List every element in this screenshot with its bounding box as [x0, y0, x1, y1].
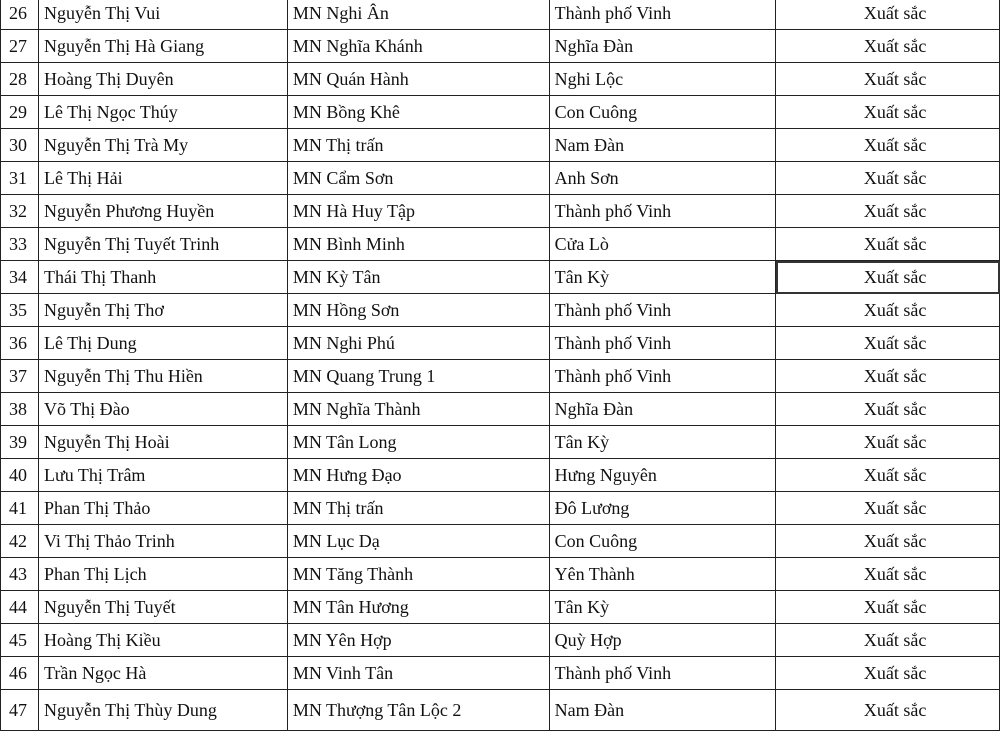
cell-rank[interactable]: Xuất sắc	[776, 129, 1000, 162]
cell-district[interactable]: Cửa Lò	[549, 228, 776, 261]
table-row	[1, 525, 1000, 558]
cell-district[interactable]: Thành phố Vinh	[549, 360, 776, 393]
cell-school[interactable]: MN Tăng Thành	[287, 558, 549, 591]
cell-no[interactable]: 33	[1, 228, 39, 261]
cell-rank[interactable]: Xuất sắc	[776, 657, 1000, 690]
cell-no[interactable]: 31	[1, 162, 39, 195]
cell-district[interactable]: Thành phố Vinh	[549, 195, 776, 228]
cell-school[interactable]: MN Quán Hành	[287, 63, 549, 96]
cell-no[interactable]: 47	[1, 690, 39, 731]
cell-school[interactable]: MN Bình Minh	[287, 228, 549, 261]
table-row	[1, 30, 1000, 63]
table-body	[1, 0, 1000, 731]
table-row	[1, 426, 1000, 459]
cell-rank[interactable]: Xuất sắc	[776, 30, 1000, 63]
table-row	[1, 624, 1000, 657]
cell-no[interactable]: 36	[1, 327, 39, 360]
cell-name[interactable]: Nguyễn Thị Hoài	[38, 426, 287, 459]
table-row	[1, 327, 1000, 360]
cell-school[interactable]: MN Kỳ Tân	[287, 261, 549, 294]
cell-name[interactable]: Nguyễn Thị Vui	[38, 0, 287, 30]
cell-school[interactable]: MN Nghĩa Thành	[287, 393, 549, 426]
cell-name[interactable]: Lê Thị Ngọc Thúy	[38, 96, 287, 129]
cell-school[interactable]: MN Lục Dạ	[287, 525, 549, 558]
cell-school[interactable]: MN Tân Long	[287, 426, 549, 459]
cell-no[interactable]: 27	[1, 30, 39, 63]
table-row	[1, 492, 1000, 525]
cell-district[interactable]: Nghi Lộc	[549, 63, 776, 96]
table-row	[1, 0, 1000, 30]
cell-name[interactable]: Vi Thị Thảo Trinh	[38, 525, 287, 558]
cell-rank-selected[interactable]: Xuất sắc	[776, 261, 1000, 294]
cell-name[interactable]: Nguyễn Thị Tuyết	[38, 591, 287, 624]
cell-rank[interactable]: Xuất sắc	[776, 96, 1000, 129]
table-row	[1, 195, 1000, 228]
cell-name[interactable]: Lưu Thị Trâm	[38, 459, 287, 492]
cell-name[interactable]: Võ Thị Đào	[38, 393, 287, 426]
cell-no[interactable]: 41	[1, 492, 39, 525]
cell-no[interactable]: 32	[1, 195, 39, 228]
cell-school[interactable]: MN Hà Huy Tập	[287, 195, 549, 228]
cell-name[interactable]: Hoàng Thị Duyên	[38, 63, 287, 96]
table-row	[1, 96, 1000, 129]
table-row	[1, 294, 1000, 327]
table-row	[1, 162, 1000, 195]
table-row	[1, 558, 1000, 591]
cell-name[interactable]: Nguyễn Thị Thùy Dung	[38, 690, 287, 731]
cell-school[interactable]: MN Cẩm Sơn	[287, 162, 549, 195]
table-row	[1, 261, 1000, 294]
cell-no[interactable]: 45	[1, 624, 39, 657]
cell-district[interactable]: Nam Đàn	[549, 129, 776, 162]
cell-district[interactable]: Thành phố Vinh	[549, 0, 776, 30]
cell-no[interactable]: 38	[1, 393, 39, 426]
cell-school[interactable]: MN Vinh Tân	[287, 657, 549, 690]
cell-district[interactable]: Nghĩa Đàn	[549, 30, 776, 63]
cell-school[interactable]: MN Thượng Tân Lộc 2	[287, 690, 549, 731]
cell-no[interactable]: 37	[1, 360, 39, 393]
cell-rank[interactable]: Xuất sắc	[776, 459, 1000, 492]
cell-district[interactable]: Tân Kỳ	[549, 591, 776, 624]
cell-rank[interactable]: Xuất sắc	[776, 525, 1000, 558]
cell-rank[interactable]: Xuất sắc	[776, 426, 1000, 459]
table-row	[1, 393, 1000, 426]
cell-name[interactable]: Nguyễn Thị Thơ	[38, 294, 287, 327]
cell-no[interactable]: 43	[1, 558, 39, 591]
cell-school[interactable]: MN Nghi Phú	[287, 327, 549, 360]
cell-district[interactable]: Nghĩa Đàn	[549, 393, 776, 426]
cell-name[interactable]: Lê Thị Dung	[38, 327, 287, 360]
cell-rank[interactable]: Xuất sắc	[776, 294, 1000, 327]
cell-rank[interactable]: Xuất sắc	[776, 327, 1000, 360]
cell-school[interactable]: MN Thị trấn	[287, 492, 549, 525]
cell-school[interactable]: MN Thị trấn	[287, 129, 549, 162]
cell-rank[interactable]: Xuất sắc	[776, 591, 1000, 624]
table-row	[1, 129, 1000, 162]
cell-district[interactable]: Đô Lương	[549, 492, 776, 525]
cell-rank[interactable]: Xuất sắc	[776, 162, 1000, 195]
cell-no[interactable]: 35	[1, 294, 39, 327]
cell-rank[interactable]: Xuất sắc	[776, 393, 1000, 426]
cell-school[interactable]: MN Tân Hương	[287, 591, 549, 624]
table-row	[1, 657, 1000, 690]
table-row	[1, 591, 1000, 624]
cell-name[interactable]: Trần Ngọc Hà	[38, 657, 287, 690]
cell-rank[interactable]: Xuất sắc	[776, 690, 1000, 731]
cell-school[interactable]: MN Hồng Sơn	[287, 294, 549, 327]
cell-district[interactable]: Hưng Nguyên	[549, 459, 776, 492]
table-row	[1, 228, 1000, 261]
cell-name[interactable]: Phan Thị Lịch	[38, 558, 287, 591]
cell-no[interactable]: 44	[1, 591, 39, 624]
cell-name[interactable]: Lê Thị Hải	[38, 162, 287, 195]
cell-district[interactable]: Tân Kỳ	[549, 426, 776, 459]
cell-no[interactable]: 39	[1, 426, 39, 459]
cell-school[interactable]: MN Hưng Đạo	[287, 459, 549, 492]
cell-district[interactable]: Con Cuông	[549, 525, 776, 558]
table-row	[1, 360, 1000, 393]
cell-no[interactable]: 40	[1, 459, 39, 492]
cell-rank[interactable]: Xuất sắc	[776, 360, 1000, 393]
cell-no[interactable]: 34	[1, 261, 39, 294]
cell-school[interactable]: MN Nghĩa Khánh	[287, 30, 549, 63]
cell-school[interactable]: MN Bồng Khê	[287, 96, 549, 129]
cell-no[interactable]: 26	[1, 0, 39, 30]
cell-district[interactable]: Thành phố Vinh	[549, 327, 776, 360]
cell-school[interactable]: MN Nghi Ân	[287, 0, 549, 30]
table-row	[1, 63, 1000, 96]
cell-name[interactable]: Thái Thị Thanh	[38, 261, 287, 294]
cell-district[interactable]: Con Cuông	[549, 96, 776, 129]
cell-district[interactable]: Anh Sơn	[549, 162, 776, 195]
cell-no[interactable]: 28	[1, 63, 39, 96]
cell-district[interactable]: Thành phố Vinh	[549, 294, 776, 327]
cell-rank[interactable]: Xuất sắc	[776, 624, 1000, 657]
cell-rank[interactable]: Xuất sắc	[776, 0, 1000, 30]
cell-name[interactable]: Nguyễn Thị Hà Giang	[38, 30, 287, 63]
cell-rank[interactable]: Xuất sắc	[776, 558, 1000, 591]
cell-district[interactable]: Tân Kỳ	[549, 261, 776, 294]
cell-rank[interactable]: Xuất sắc	[776, 492, 1000, 525]
cell-rank[interactable]: Xuất sắc	[776, 228, 1000, 261]
cell-district[interactable]: Thành phố Vinh	[549, 657, 776, 690]
cell-name[interactable]: Nguyễn Thị Trà My	[38, 129, 287, 162]
cell-name[interactable]: Phan Thị Thảo	[38, 492, 287, 525]
cell-rank[interactable]: Xuất sắc	[776, 63, 1000, 96]
table-row	[1, 459, 1000, 492]
cell-name[interactable]: Nguyễn Thị Tuyết Trinh	[38, 228, 287, 261]
cell-name[interactable]: Nguyễn Phương Huyền	[38, 195, 287, 228]
cell-no[interactable]: 29	[1, 96, 39, 129]
cell-district[interactable]: Yên Thành	[549, 558, 776, 591]
cell-no[interactable]: 46	[1, 657, 39, 690]
cell-school[interactable]: MN Quang Trung 1	[287, 360, 549, 393]
cell-rank[interactable]: Xuất sắc	[776, 195, 1000, 228]
cell-district[interactable]: Quỳ Hợp	[549, 624, 776, 657]
cell-district[interactable]: Nam Đàn	[549, 690, 776, 731]
cell-no[interactable]: 42	[1, 525, 39, 558]
cell-name[interactable]: Nguyễn Thị Thu Hiền	[38, 360, 287, 393]
cell-no[interactable]: 30	[1, 129, 39, 162]
table-row	[1, 690, 1000, 731]
cell-school[interactable]: MN Yên Hợp	[287, 624, 549, 657]
cell-name[interactable]: Hoàng Thị Kiều	[38, 624, 287, 657]
